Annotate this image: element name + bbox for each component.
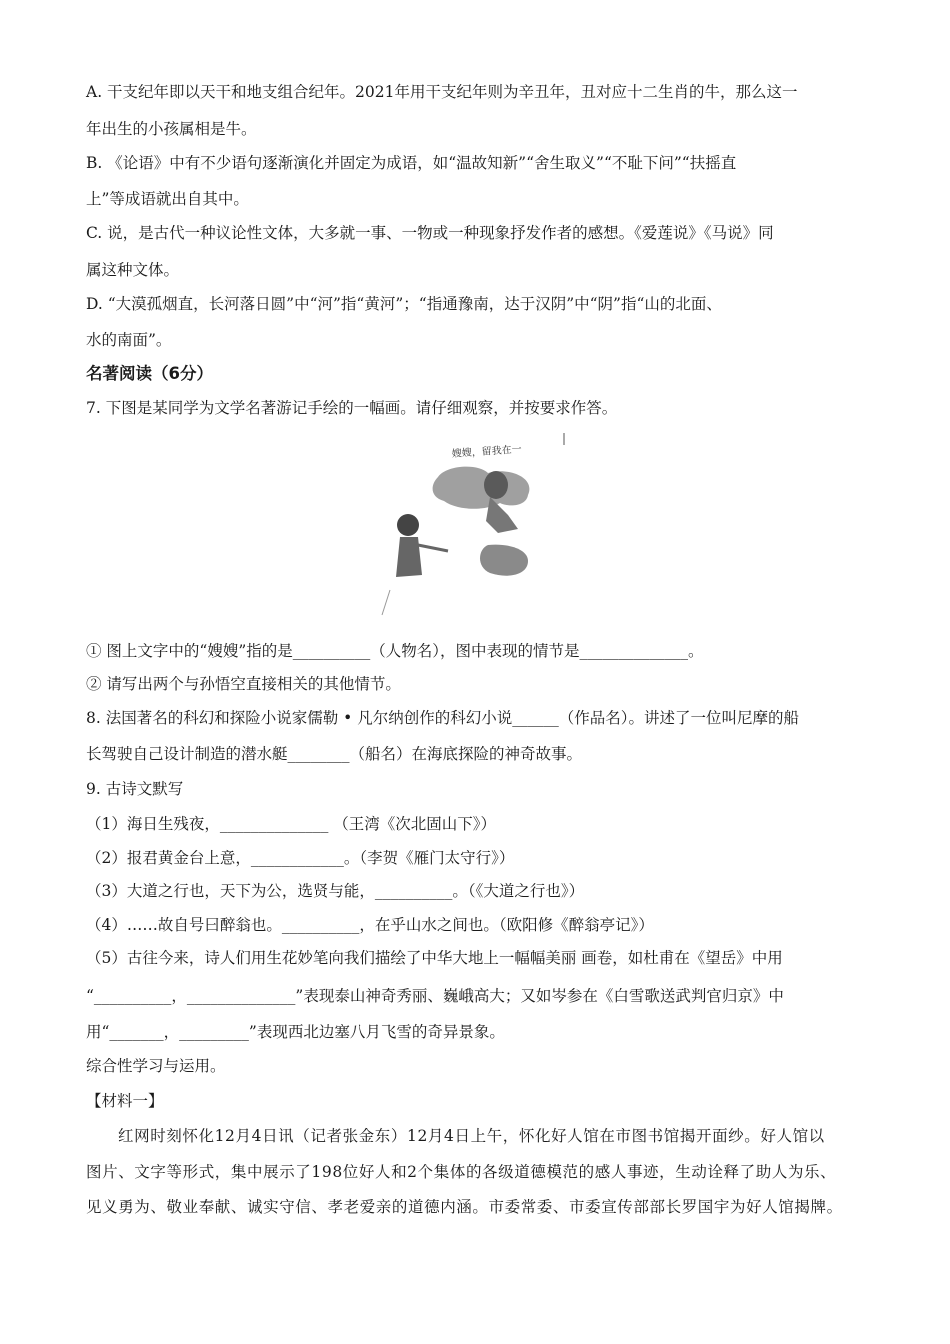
illustration-caption: 嫂嫂，留我在一 xyxy=(451,444,523,460)
q9-item-5: （5）古往今来，诗人们用生花妙笔向我们描绘了中华大地上一幅幅美丽 画卷，如杜甫在《望岳》中用 xyxy=(86,949,783,967)
q7-sub2: ② 请写出两个与孙悟空直接相关的其他情节。 xyxy=(86,675,401,693)
option-b-line2: 上”等成语就出自其中。 xyxy=(86,190,249,208)
option-c-line1: C. 说，是古代一种议论性文体，大多就一事、一物或一种现象抒发作者的感想。《爱莲说》《马说》同 xyxy=(86,224,774,242)
q9-item-5-end: 用“_______，_________”表现西北边塞八月飞雪的奇异景象。 xyxy=(86,1023,505,1041)
q8-line1: 8. 法国著名的科幻和探险小说家儒勒 • 凡尔纳创作的科幻小说______（作品名）。讲述了一位叫尼摩的船 xyxy=(86,709,799,727)
material-one-label: 【材料一】 xyxy=(86,1092,164,1110)
section-title: 名著阅读（6分） xyxy=(86,364,213,383)
option-a-line2: 年出生的小孩属相是牛。 xyxy=(86,120,257,138)
comprehensive-title: 综合性学习与运用。 xyxy=(86,1057,226,1075)
flying-figure-head xyxy=(484,471,508,499)
option-d-line1: D. “大漠孤烟直，长河落日圆”中“河”指“黄河”；“指通豫南，达于汉阴”中“阴”指“山的北面、 xyxy=(86,295,722,313)
material-para-3: 见义勇为、敬业奉献、诚实守信、孝老爱亲的道德内涵。市委常委、市委宣传部部长罗国宇为好人馆揭牌。 xyxy=(86,1198,843,1216)
option-c-line2: 属这种文体。 xyxy=(86,261,180,279)
standing-figure-head xyxy=(397,514,419,536)
q9-item-4: （4）……故自号曰醉翁也。__________，在乎山水之间也。（欧阳修《醉翁亭记》） xyxy=(86,916,654,934)
cloud-shape xyxy=(433,467,530,509)
ground-line xyxy=(382,590,390,615)
q9-item-3: （3）大道之行也，天下为公，选贤与能，__________。（《大道之行也》） xyxy=(86,882,585,900)
fan-shape xyxy=(480,545,528,576)
material-para-2: 图片、文字等形式，集中展示了198位好人和2个集体的各级道德模范的感人事迹，生动诠释了助人为乐、 xyxy=(86,1163,837,1181)
q7-stem: 7. 下图是某同学为文学名著游记手绘的一幅画。请仔细观察，并按要求作答。 xyxy=(86,399,618,417)
q9-title: 9. 古诗文默写 xyxy=(86,780,184,798)
q8-line2: 长驾驶自己设计制造的潜水艇________（船名）在海底探险的神奇故事。 xyxy=(86,745,583,763)
illustration-drawing xyxy=(378,425,578,621)
standing-figure-arm xyxy=(418,545,448,551)
q9-item-1: （1）海日生残夜，______________ （王湾《次北固山下》） xyxy=(86,815,497,833)
option-d-line2: 水的南面”。 xyxy=(86,331,172,349)
q9-item-5-cont: “__________，______________”表现泰山神奇秀丽、巍峨高大；又如岑参在《白雪歌送武判官归京》中 xyxy=(86,987,784,1005)
q9-item-2: （2）报君黄金台上意，____________。（李贺《雁门太守行》） xyxy=(86,849,515,867)
option-b-line1: B. 《论语》中有不少语句逐渐演化并固定为成语，如“温故知新”“舍生取义”“不耻下问”“扶摇直 xyxy=(86,154,737,172)
option-a-line1: A. 干支纪年即以天干和地支组合纪年。2021年用干支纪年则为辛丑年，丑对应十二生肖的牛，那么这一 xyxy=(86,83,798,101)
novel-illustration xyxy=(378,425,578,621)
material-para-1: 红网时刻怀化12月4日讯（记者张金东）12月4日上午，怀化好人馆在市图书馆揭开面纱。好人馆以 xyxy=(118,1127,825,1145)
q7-sub1: ① 图上文字中的“嫂嫂”指的是__________（人物名），图中表现的情节是______________。 xyxy=(86,642,704,660)
standing-figure-body xyxy=(396,537,422,577)
